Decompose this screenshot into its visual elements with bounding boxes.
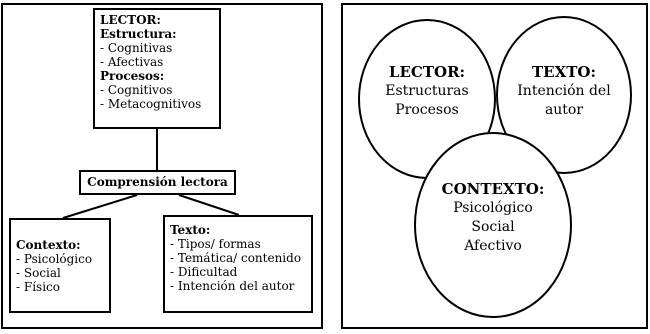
estructura-heading: Estructura:	[100, 27, 177, 41]
lector-circle-text	[367, 63, 487, 120]
procesos-item: - Cognitivos	[100, 83, 173, 97]
texto-item: - Temática/ contenido	[170, 251, 302, 265]
texto-title: Texto:	[170, 223, 211, 237]
contexto-box	[9, 218, 111, 313]
contexto-circle-line: Afectivo	[464, 238, 522, 254]
lector-circle-title: LECTOR:	[388, 63, 466, 81]
circles-graphic	[343, 5, 650, 331]
comprension-lectora-label: Comprensión lectora	[87, 175, 228, 189]
texto-box	[163, 215, 313, 313]
contexto-item: - Físico	[16, 280, 60, 294]
texto-circle-title: TEXTO:	[532, 63, 596, 81]
contexto-circle-title: CONTEXTO:	[441, 180, 545, 198]
right-diagram-panel	[341, 3, 648, 329]
left-diagram-panel	[1, 3, 323, 329]
lector-circle-line: Estructuras	[385, 83, 469, 99]
connector-center-to-texto	[179, 195, 239, 215]
connector-center-to-contexto	[63, 195, 137, 218]
texto-item: - Dificultad	[170, 265, 238, 279]
procesos-item: - Metacognitivos	[100, 97, 202, 111]
contexto-item: - Social	[16, 266, 61, 280]
texto-circle-line: Intención del	[517, 83, 611, 99]
contexto-circle-line: Psicológico	[453, 200, 533, 216]
procesos-heading: Procesos:	[100, 69, 165, 83]
estructura-item: - Cognitivas	[100, 41, 173, 55]
contexto-circle-text	[423, 180, 563, 256]
contexto-title: Contexto:	[16, 238, 81, 252]
texto-circle-line: autor	[544, 102, 584, 118]
comprension-lectora-box	[79, 170, 236, 195]
texto-circle-text	[504, 63, 624, 120]
lector-title: LECTOR:	[100, 13, 161, 27]
lector-circle-line: Procesos	[395, 102, 459, 118]
texto-item: - Tipos/ formas	[170, 237, 261, 251]
contexto-circle-line: Social	[471, 219, 515, 235]
texto-item: - Intención del autor	[170, 279, 295, 293]
estructura-item: - Afectivas	[100, 55, 164, 69]
lector-box	[93, 8, 221, 129]
contexto-item: - Psicológico	[16, 252, 93, 266]
